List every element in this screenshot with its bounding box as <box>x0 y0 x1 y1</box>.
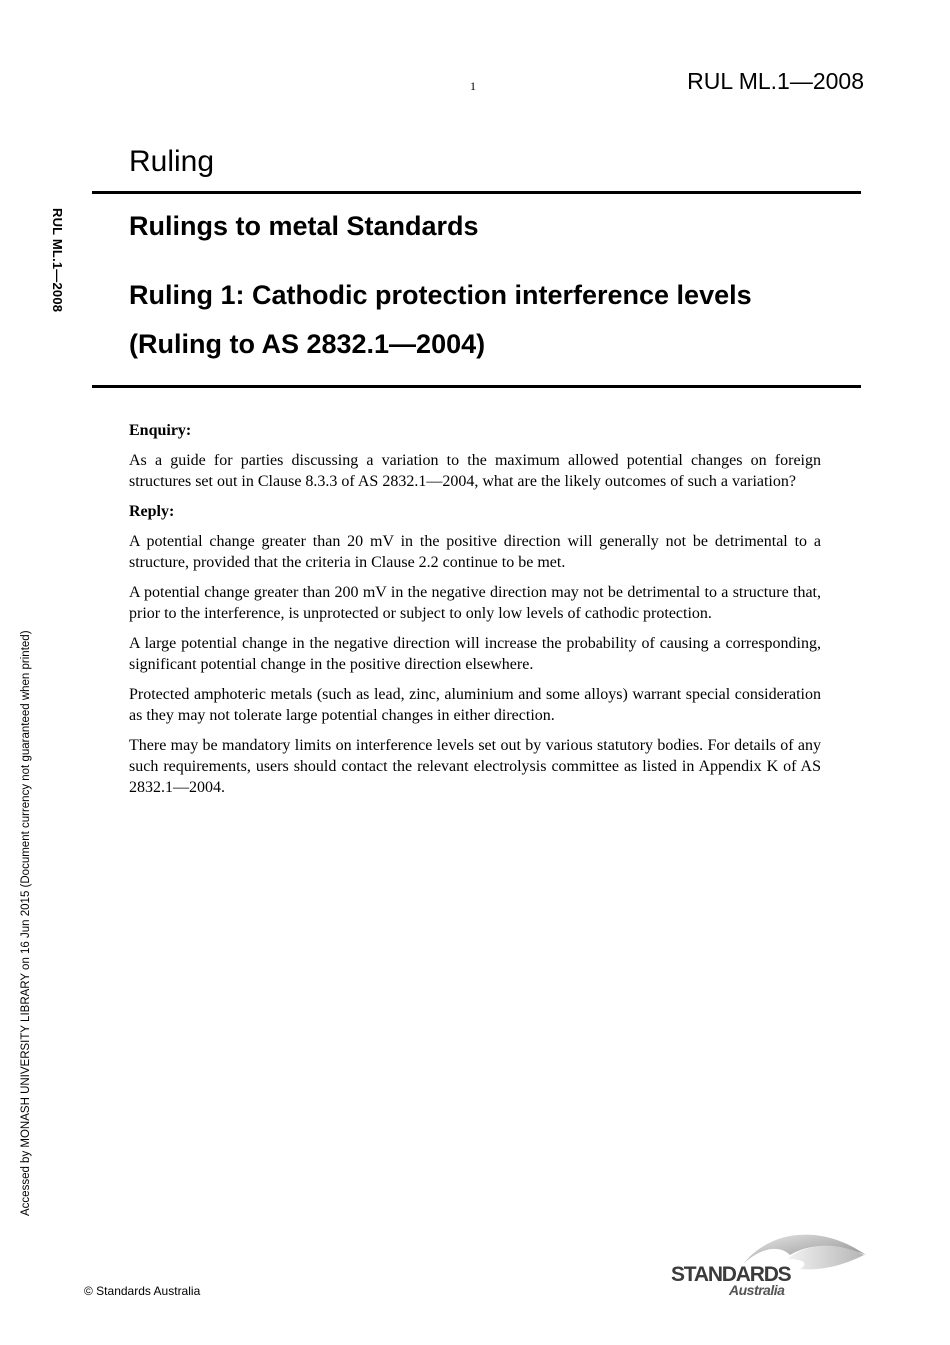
ruling-title-line-1: Ruling 1: Cathodic protection interference levels <box>129 280 752 310</box>
copyright-notice: © Standards Australia <box>84 1284 201 1298</box>
reply-paragraph: A potential change greater than 200 mV in the negative direction may not be detrimental to a structure that, prior to the interference, is unprotected or subject to only low levels of cathodic protection. <box>129 584 821 622</box>
ruling-title-line-2: (Ruling to AS 2832.1—2004) <box>129 329 486 359</box>
document-type-heading: Ruling <box>129 145 215 178</box>
enquiry-text: As a guide for parties discussing a variation to the maximum allowed potential changes on foreign structures set out in Clause 8.3.3 of AS 2832.1—2004, what are the likely outcomes of such a variation? <box>129 452 821 490</box>
document-code-header: RUL ML.1—2008 <box>687 68 864 94</box>
access-note-vertical: Accessed by MONASH UNIVERSITY LIBRARY on 16 Jun 2015 (Document currency not guaranteed when printed) <box>20 630 32 1216</box>
logo-wordmark: STANDARDS <box>671 1263 791 1286</box>
ruling-title <box>129 271 849 369</box>
ruling-body <box>129 420 821 807</box>
document-code-vertical: RUL ML.1—2008 <box>50 208 65 313</box>
logo-subtitle: Australia <box>729 1282 785 1298</box>
top-divider <box>92 191 861 194</box>
page-number: 1 <box>470 79 476 93</box>
bottom-divider <box>92 385 861 388</box>
reply-label: Reply: <box>129 503 175 520</box>
reply-paragraph: There may be mandatory limits on interference levels set out by various statutory bodies. For details of any such requirements, users should contact the relevant electrolysis committee as listed in Appendix K of AS 2832.1—2004. <box>129 737 821 796</box>
enquiry-label: Enquiry: <box>129 422 192 439</box>
reply-paragraph: A large potential change in the negative direction will increase the probability of causing a corresponding, significant potential change in the positive direction elsewhere. <box>129 635 821 673</box>
reply-paragraph: Protected amphoteric metals (such as lead, zinc, aluminium and some alloys) warrant special consideration as they may not tolerate large potential changes in either direction. <box>129 686 821 724</box>
standards-australia-logo <box>668 1225 868 1300</box>
reply-paragraph: A potential change greater than 20 mV in the positive direction will generally not be detrimental to a structure, provided that the criteria in Clause 2.2 continue to be met. <box>129 533 821 571</box>
series-title: Rulings to metal Standards <box>129 211 479 241</box>
